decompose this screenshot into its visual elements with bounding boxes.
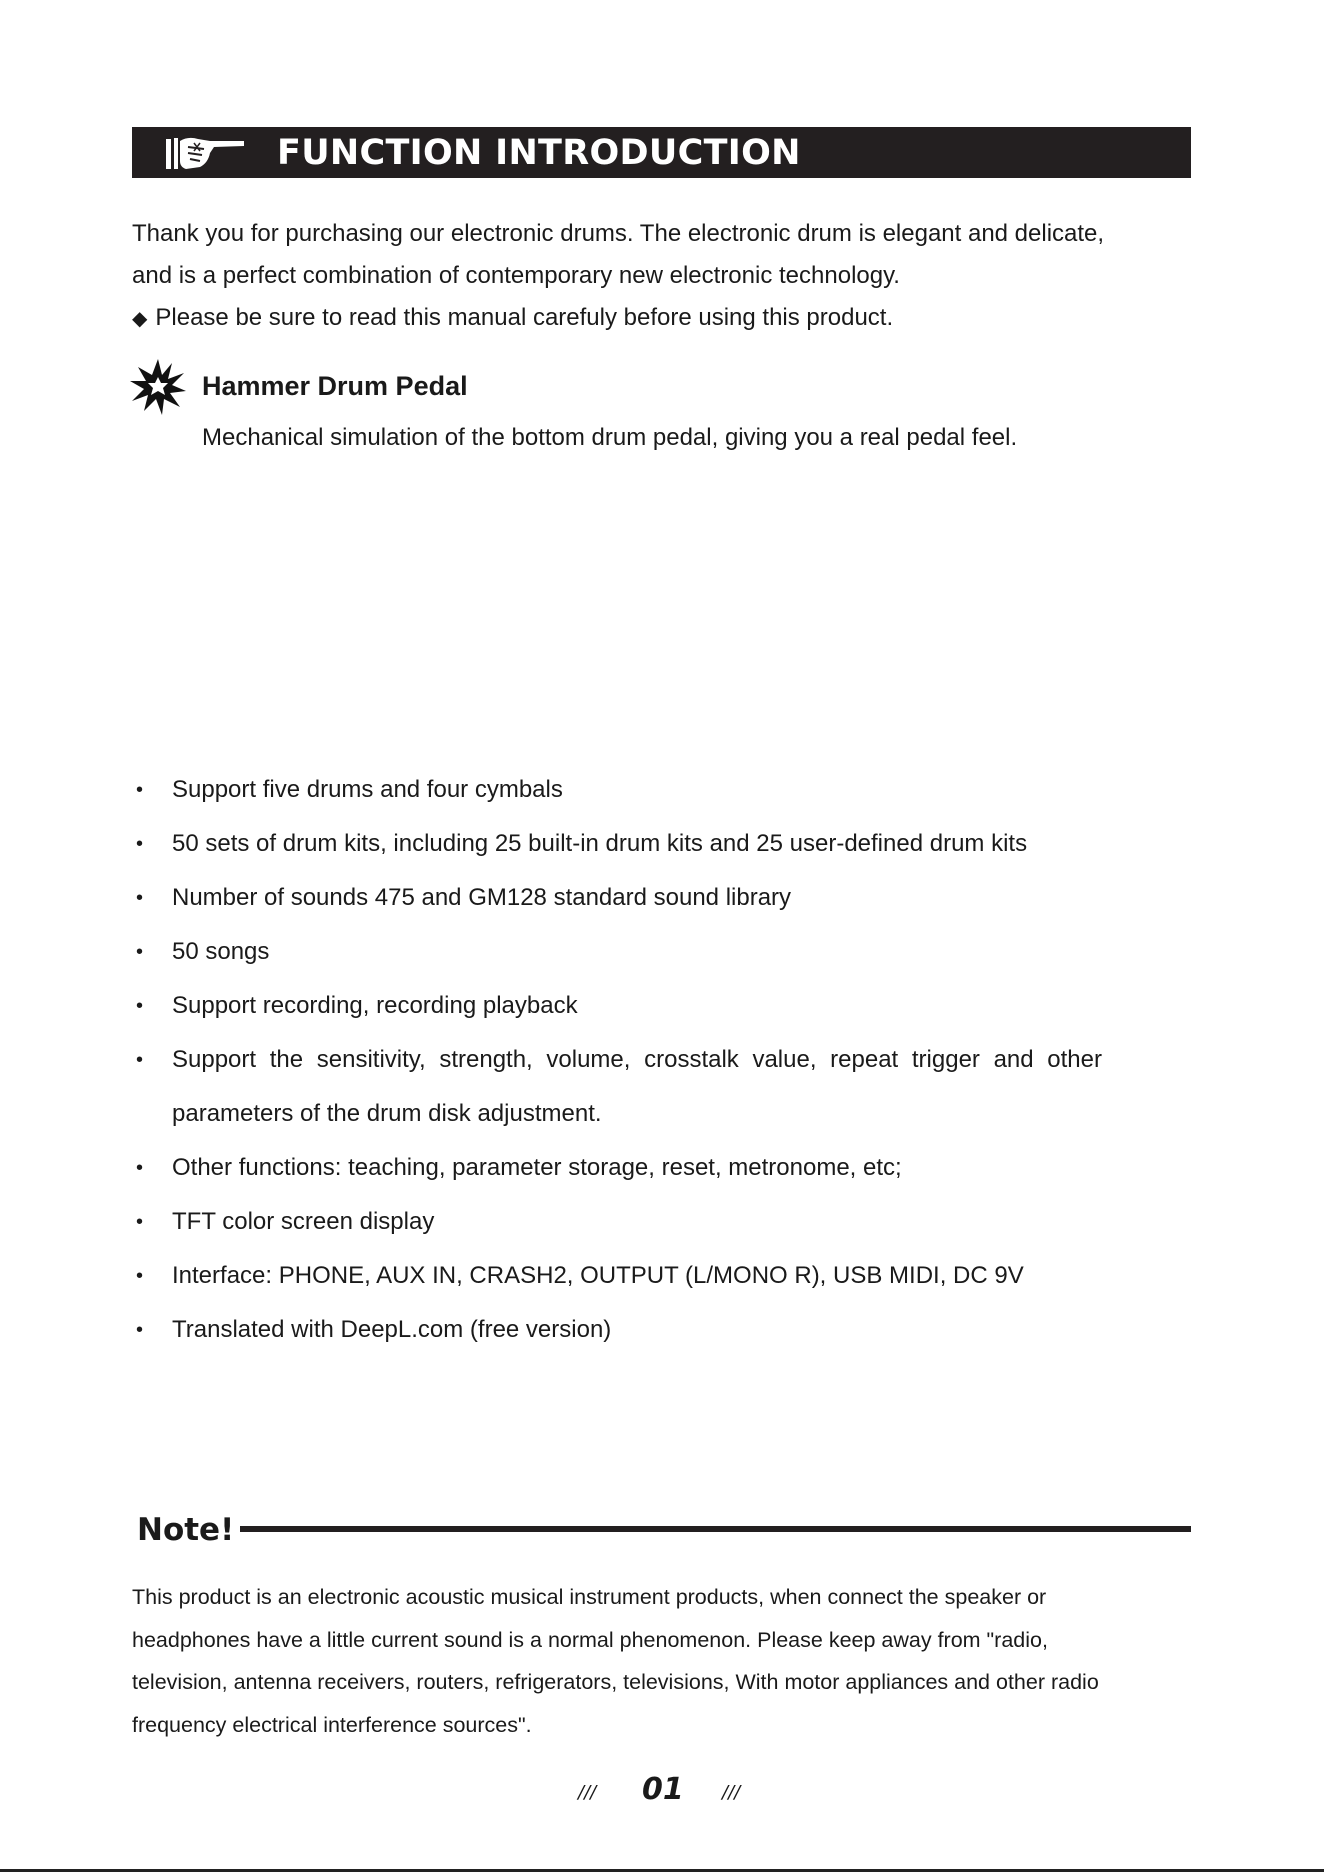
list-item: • Support five drums and four cymbals — [132, 763, 1192, 817]
note-line-text: This product is an electronic acoustic musical instrument products, when connect the speaker or — [132, 1585, 1047, 1609]
note-line-text: frequency electrical interference sources". — [132, 1712, 532, 1737]
bullet-icon: • — [136, 1319, 144, 1341]
list-item: • TFT color screen display — [132, 1195, 1192, 1249]
notice-line — [132, 297, 1202, 340]
bullet-icon: • — [136, 1211, 144, 1233]
feature-list — [132, 763, 1192, 1357]
list-item: • Number of sounds 475 and GM128 standard sound library — [132, 871, 1192, 925]
feature-title: Hammer Drum Pedal — [202, 371, 468, 401]
note-text — [132, 1576, 1194, 1746]
note-line-text: headphones have a little current sound is a normal phenomenon. Please keep away from "radio, — [132, 1627, 1048, 1652]
list-item: • Support recording, recording playback — [132, 979, 1192, 1033]
list-item: • 50 sets of drum kits, including 25 built-in drum kits and 25 user-defined drum kits — [132, 817, 1192, 871]
intro-line: and is a perfect combination of contemporary new electronic technology. — [132, 262, 900, 289]
bullet-icon: • — [136, 833, 144, 855]
notice-text: Please be sure to read this manual carefuly before using this product. — [155, 304, 894, 331]
list-item: • Interface: PHONE, AUX IN, CRASH2, OUTPUT (L/MONO R), USB MIDI, DC 9V — [132, 1249, 1192, 1303]
pointing-hand-icon — [164, 133, 246, 173]
footer-decoration: /// — [722, 1782, 741, 1803]
footer-decoration: /// — [578, 1782, 597, 1803]
note-heading: Note! — [137, 1512, 235, 1548]
diamond-bullet-icon: ◆ — [132, 308, 148, 330]
bullet-icon: • — [136, 887, 144, 909]
note-line-text: television, antenna receivers, routers, refrigerators, televisions, With motor appliances and other radio — [132, 1670, 1099, 1694]
list-item: • 50 songs — [132, 925, 1192, 979]
page-footer — [0, 1770, 1324, 1810]
bullet-icon: • — [136, 779, 144, 801]
bullet-icon: • — [136, 1265, 144, 1287]
list-item: • Translated with DeepL.com (free version) — [132, 1303, 1192, 1357]
note-divider — [240, 1526, 1191, 1532]
list-item: • Other functions: teaching, parameter storage, reset, metronome, etc; — [132, 1141, 1192, 1195]
bullet-icon: • — [136, 1157, 144, 1179]
intro-line: Thank you for purchasing our electronic drums. The electronic drum is elegant and delicate, — [132, 220, 1105, 247]
section-title-bar — [132, 127, 1191, 178]
bullet-icon: • — [136, 1049, 144, 1071]
bullet-icon: • — [136, 995, 144, 1017]
list-item-continuation: parameters of the drum disk adjustment. — [172, 1100, 602, 1127]
feature-description: Mechanical simulation of the bottom drum pedal, giving you a real pedal feel. — [202, 424, 1018, 451]
page-title: FUNCTION INTRODUCTION — [277, 133, 801, 173]
list-item: • Support the sensitivity, strength, volume, crosstalk value, repeat trigger and other — [132, 1033, 1192, 1087]
page-number: 01 — [642, 1772, 684, 1807]
bullet-icon: • — [136, 941, 144, 963]
starburst-icon — [130, 359, 186, 415]
intro-text — [132, 213, 1202, 340]
